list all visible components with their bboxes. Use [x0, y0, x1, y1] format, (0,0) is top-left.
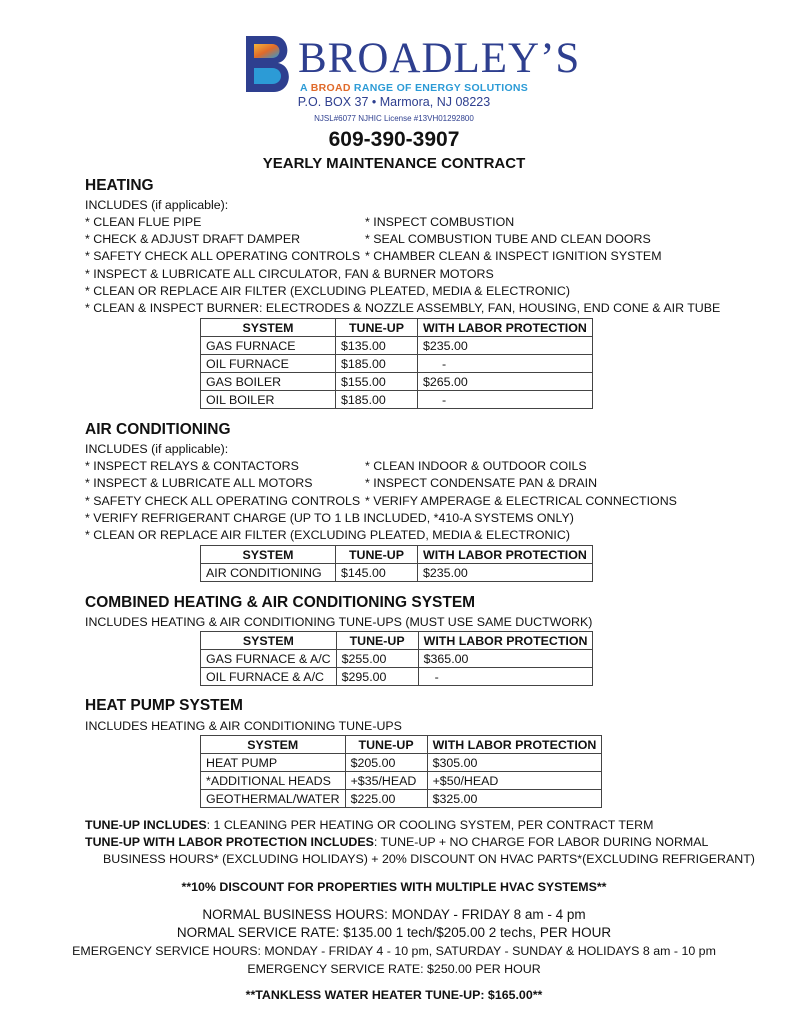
tune-up-cell: $185.00	[336, 355, 418, 373]
heating-item: * INSPECT COMBUSTION	[365, 215, 515, 229]
labor-cell: -	[418, 391, 593, 409]
table-header-row	[201, 546, 593, 564]
header-tune-up: TUNE-UP	[336, 546, 418, 564]
table-row	[201, 337, 593, 355]
heating-price-table	[200, 318, 593, 409]
labor-cell: -	[418, 668, 593, 686]
heating-item: * CLEAN FLUE PIPE	[85, 215, 202, 229]
brand-tagline: A BROAD RANGE OF ENERGY SOLUTIONS	[300, 82, 529, 94]
table-header-row	[201, 319, 593, 337]
tankless-note: **TANKLESS WATER HEATER TUNE-UP: $165.00**	[245, 988, 543, 1002]
tune-up-cell: $155.00	[336, 373, 418, 391]
system-cell: AIR CONDITIONING	[201, 564, 336, 582]
tune-up-cell: $225.00	[345, 790, 427, 808]
ac-item: * INSPECT RELAYS & CONTACTORS	[85, 459, 299, 473]
labor-cell: $265.00	[418, 373, 593, 391]
tune-up-cell: $295.00	[336, 668, 418, 686]
table-row	[201, 650, 593, 668]
table-row	[201, 391, 593, 409]
header-system: SYSTEM	[201, 632, 337, 650]
combined-price-table	[200, 631, 593, 686]
tune-up-cell: +$35/HEAD	[345, 772, 427, 790]
header-system: SYSTEM	[201, 319, 336, 337]
license-numbers: NJSL#6077 NJHIC License #13VH01292800	[314, 114, 474, 123]
table-header-row	[201, 632, 593, 650]
labor-cell: -	[418, 355, 593, 373]
table-row	[201, 754, 602, 772]
heating-item: * CLEAN OR REPLACE AIR FILTER (EXCLUDING PLEATED, MEDIA & ELECTRONIC)	[85, 284, 570, 298]
tune-up-note: TUNE-UP INCLUDES: 1 CLEANING PER HEATING OR COOLING SYSTEM, PER CONTRACT TERM	[85, 818, 654, 832]
labor-cell: $365.00	[418, 650, 593, 668]
normal-hours: NORMAL BUSINESS HOURS: MONDAY - FRIDAY 8 am - 4 pm	[202, 907, 586, 922]
table-row	[201, 790, 602, 808]
combined-includes: INCLUDES HEATING & AIR CONDITIONING TUNE-UPS (MUST USE SAME DUCTWORK)	[85, 615, 593, 629]
company-address: P.O. BOX 37 • Marmora, NJ 08223	[297, 95, 491, 109]
system-cell: GAS FURNACE	[201, 337, 336, 355]
system-cell: GAS FURNACE & A/C	[201, 650, 337, 668]
labor-cell: $325.00	[427, 790, 602, 808]
document-title: YEARLY MAINTENANCE CONTRACT	[262, 155, 526, 172]
ac-item: * VERIFY AMPERAGE & ELECTRICAL CONNECTIONS	[365, 494, 677, 508]
header-labor-protection: WITH LABOR PROTECTION	[418, 319, 593, 337]
system-cell: GEOTHERMAL/WATER	[201, 790, 346, 808]
ac-item: * CLEAN INDOOR & OUTDOOR COILS	[365, 459, 587, 473]
ac-item: * SAFETY CHECK ALL OPERATING CONTROLS	[85, 494, 361, 508]
ac-item: * INSPECT CONDENSATE PAN & DRAIN	[365, 476, 598, 490]
table-row	[201, 564, 593, 582]
table-row	[201, 772, 602, 790]
header-system: SYSTEM	[201, 546, 336, 564]
normal-rate: NORMAL SERVICE RATE: $135.00 1 tech/$205.00 2 techs, PER HOUR	[176, 925, 612, 940]
header-system: SYSTEM	[201, 736, 346, 754]
labor-cell: $235.00	[418, 337, 593, 355]
header-tune-up: TUNE-UP	[336, 632, 418, 650]
system-cell: GAS BOILER	[201, 373, 336, 391]
header-labor-protection: WITH LABOR PROTECTION	[418, 546, 593, 564]
table-row	[201, 373, 593, 391]
system-cell: OIL FURNACE & A/C	[201, 668, 337, 686]
table-row	[201, 355, 593, 373]
phone-number: 609-390-3907	[328, 128, 460, 151]
table-row	[201, 668, 593, 686]
heating-item: * INSPECT & LUBRICATE ALL CIRCULATOR, FAN & BURNER MOTORS	[85, 267, 494, 281]
combined-title: COMBINED HEATING & AIR CONDITIONING SYSTEM	[85, 594, 476, 611]
emergency-hours: EMERGENCY SERVICE HOURS: MONDAY - FRIDAY 4 - 10 pm, SATURDAY - SUNDAY & HOLIDAYS 8 am - 10 pm	[72, 944, 716, 958]
tune-up-cell: $255.00	[336, 650, 418, 668]
tune-up-cell: $145.00	[336, 564, 418, 582]
tune-up-cell: $205.00	[345, 754, 427, 772]
system-cell: OIL BOILER	[201, 391, 336, 409]
ac-title: AIR CONDITIONING	[85, 421, 231, 438]
header-labor-protection: WITH LABOR PROTECTION	[427, 736, 602, 754]
heating-includes: INCLUDES (if applicable):	[85, 198, 229, 212]
heating-title: HEATING	[85, 177, 154, 194]
company-logo	[244, 34, 581, 104]
heating-item: * CLEAN & INSPECT BURNER: ELECTRODES & NOZZLE ASSEMBLY, FAN, HOUSING, END CONE & AIR TUBE	[85, 301, 721, 315]
system-cell: HEAT PUMP	[201, 754, 346, 772]
header-tune-up: TUNE-UP	[336, 319, 418, 337]
header-tune-up: TUNE-UP	[345, 736, 427, 754]
system-cell: *ADDITIONAL HEADS	[201, 772, 346, 790]
heating-item: * CHAMBER CLEAN & INSPECT IGNITION SYSTEM	[365, 249, 662, 263]
ac-item: * INSPECT & LUBRICATE ALL MOTORS	[85, 476, 313, 490]
heatpump-includes: INCLUDES HEATING & AIR CONDITIONING TUNE-UPS	[85, 719, 402, 733]
ac-price-table	[200, 545, 593, 582]
labor-cell: +$50/HEAD	[427, 772, 602, 790]
discount-note: **10% DISCOUNT FOR PROPERTIES WITH MULTIPLE HVAC SYSTEMS**	[181, 880, 607, 894]
tune-up-cell: $135.00	[336, 337, 418, 355]
header-labor-protection: WITH LABOR PROTECTION	[418, 632, 593, 650]
labor-cell: $305.00	[427, 754, 602, 772]
emergency-rate: EMERGENCY SERVICE RATE: $250.00 PER HOUR	[247, 962, 541, 976]
brand-name: BROADLEY’S	[298, 35, 581, 82]
ac-item: * CLEAN OR REPLACE AIR FILTER (EXCLUDING PLEATED, MEDIA & ELECTRONIC)	[85, 528, 570, 542]
heatpump-price-table	[200, 735, 602, 808]
heating-item: * SEAL COMBUSTION TUBE AND CLEAN DOORS	[365, 232, 651, 246]
heating-item: * CHECK & ADJUST DRAFT DAMPER	[85, 232, 301, 246]
ac-item: * VERIFY REFRIGERANT CHARGE (UP TO 1 LB INCLUDED, *410-A SYSTEMS ONLY)	[85, 511, 574, 525]
labor-cell: $235.00	[418, 564, 593, 582]
heatpump-title: HEAT PUMP SYSTEM	[85, 697, 243, 714]
system-cell: OIL FURNACE	[201, 355, 336, 373]
labor-protection-note-cont: BUSINESS HOURS* (EXCLUDING HOLIDAYS) + 20% DISCOUNT ON HVAC PARTS*(EXCLUDING REFRIGERANT)	[103, 852, 755, 866]
labor-protection-note: TUNE-UP WITH LABOR PROTECTION INCLUDES: TUNE-UP + NO CHARGE FOR LABOR DURING NORMAL	[85, 835, 709, 849]
table-header-row	[201, 736, 602, 754]
tune-up-cell: $185.00	[336, 391, 418, 409]
heating-item: * SAFETY CHECK ALL OPERATING CONTROLS	[85, 249, 361, 263]
logo-b-icon	[244, 34, 296, 94]
ac-includes: INCLUDES (if applicable):	[85, 442, 229, 456]
